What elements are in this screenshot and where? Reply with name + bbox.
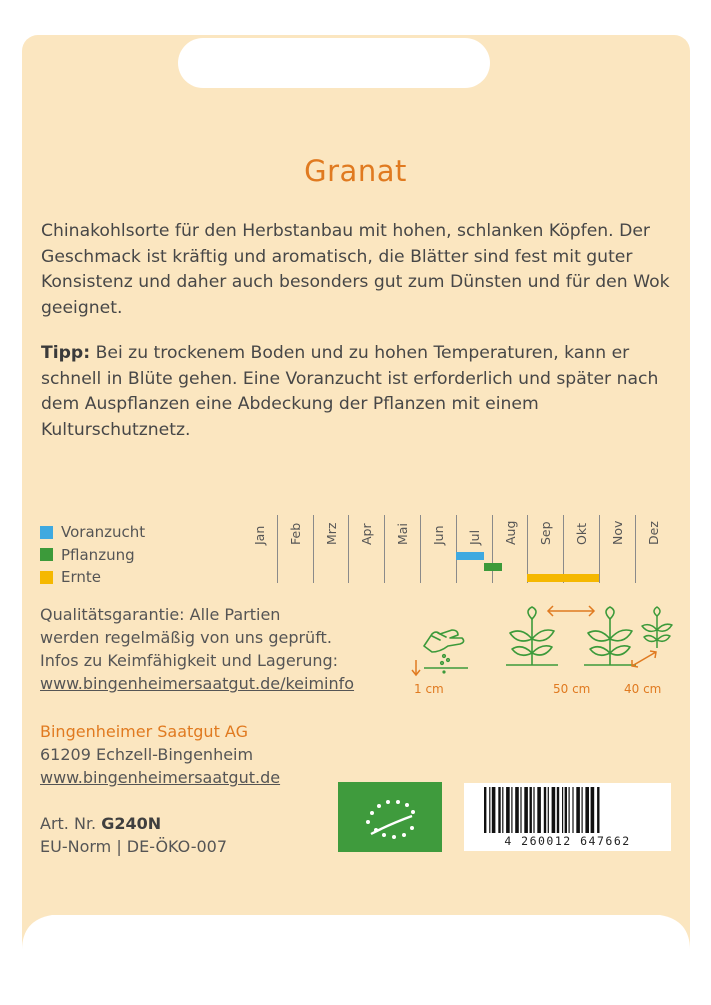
legend-item-pflanzung: [40, 544, 145, 567]
legend-label: Ernte: [61, 568, 101, 587]
calendar-legend: [40, 521, 145, 589]
month-divider: [313, 515, 314, 583]
month-label-okt: Okt: [574, 523, 590, 545]
month-label-apr: Apr: [359, 523, 375, 545]
row-spacing-arrow-icon: [545, 604, 597, 618]
quality-line: Qualitätsgarantie: Alle Partien: [40, 605, 281, 624]
quality-line: Infos zu Keimfähigkeit und Lagerung:: [40, 651, 339, 670]
sowing-hand-icon: [410, 622, 470, 678]
barcode-number: 4 260012 647662: [504, 834, 631, 848]
plant-spacing-arrow-icon: [628, 648, 660, 670]
month-divider: [527, 515, 528, 583]
product-description: Chinakohlsorte für den Herbstanbau mit hohen, schlanken Köpfen. Der Geschmack ist kräftig und aromatisch, die Blätter sind fest mit guter Konsistenz und daher auch besonders gut zum Dünsten und für den Wok geeignet.: [41, 221, 670, 318]
month-divider: [456, 515, 457, 583]
legend-label: Voranzucht: [61, 523, 146, 542]
plant-spacing-label: 40 cm: [624, 682, 662, 696]
month-divider: [384, 515, 385, 583]
company-info: [40, 720, 280, 789]
month-divider: [635, 515, 636, 583]
legend-item-voranzucht: [40, 521, 145, 544]
eu-leaf-stars-icon: [338, 782, 442, 852]
legend-swatch: [40, 571, 53, 584]
legend-item-ernte: [40, 566, 145, 589]
calendar-bar-voranzucht: [456, 552, 485, 560]
company-address: 61209 Echzell-Bingenheim: [40, 745, 254, 764]
plant-small-icon: [638, 606, 676, 650]
eu-norm: EU-Norm | DE-ÖKO-007: [40, 837, 228, 856]
keiminfo-link[interactable]: www.bingenheimersaatgut.de/keiminfo: [40, 674, 355, 693]
tip-text: Bei zu trockenem Boden und zu hohen Temperaturen, kann er schnell in Blüte gehen. Eine Voranzucht ist erforderlich und später nach dem Auspflanzen eine Abdeckung der Pflanzen mit einem Kulturschutznetz.: [41, 343, 659, 440]
month-label-dez: Dez: [645, 521, 661, 545]
month-divider: [492, 515, 493, 583]
company-name: Bingenheimer Saatgut AG: [40, 722, 248, 741]
month-label-jul: Jul: [466, 529, 482, 545]
quality-line: werden regelmäßig von uns geprüft.: [40, 628, 332, 647]
sowing-depth-label: 1 cm: [414, 682, 444, 696]
row-spacing-label: 50 cm: [553, 682, 591, 696]
growing-tip: [41, 341, 681, 443]
month-label-mai: Mai: [395, 523, 411, 545]
month-divider: [563, 515, 564, 583]
calendar-bar-ernte: [527, 574, 599, 582]
hang-hole: [178, 38, 490, 88]
legend-swatch: [40, 526, 53, 539]
month-divider: [348, 515, 349, 583]
month-label-feb: Feb: [287, 522, 303, 545]
month-label-jan: Jan: [252, 525, 267, 545]
month-label-aug: Aug: [502, 520, 518, 545]
bottom-notch: [22, 895, 690, 1005]
article-number: G240N: [101, 814, 162, 833]
product-title: Granat: [304, 154, 407, 188]
company-website-link[interactable]: www.bingenheimersaatgut.de: [40, 768, 281, 787]
legend-swatch: [40, 548, 53, 561]
tip-label: Tipp:: [41, 343, 91, 363]
article-info: [40, 812, 227, 858]
month-label-sep: Sep: [538, 521, 554, 545]
barcode: [464, 783, 671, 851]
article-number-label: Art. Nr.: [40, 814, 97, 833]
month-divider: [599, 515, 600, 583]
month-divider: [277, 515, 278, 583]
month-label-jun: Jun: [431, 525, 446, 545]
legend-label: Pflanzung: [61, 545, 135, 564]
month-label-mrz: Mrz: [323, 522, 339, 545]
month-label-nov: Nov: [610, 520, 625, 545]
barcode-bars-icon: [464, 787, 671, 839]
calendar-bar-pflanzung: [484, 563, 502, 571]
eu-organic-logo: [338, 782, 442, 852]
month-divider: [420, 515, 421, 583]
quality-guarantee: [40, 603, 354, 695]
